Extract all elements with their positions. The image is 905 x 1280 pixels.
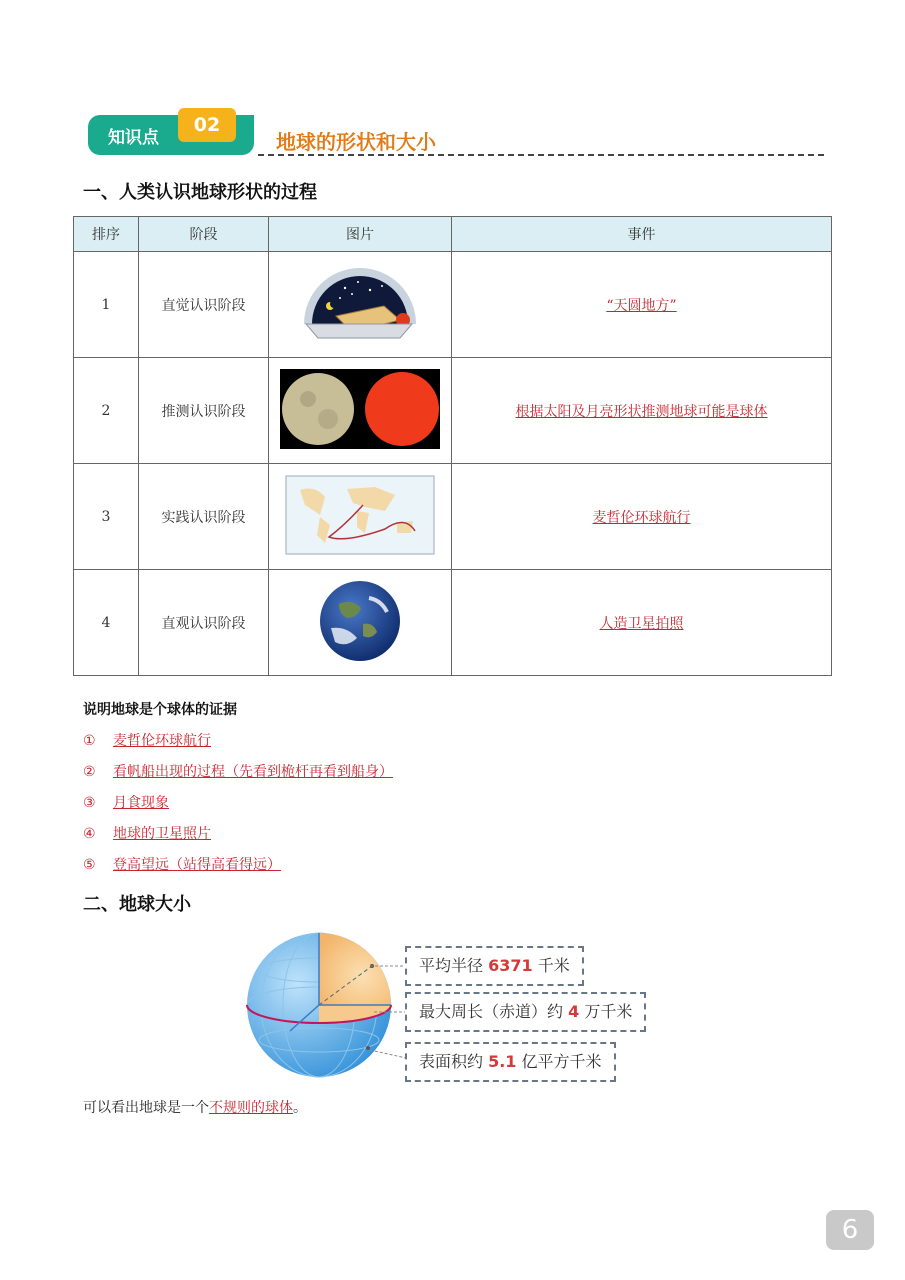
conclusion-text (83, 1097, 307, 1117)
fact-unit: 万千米 (579, 1002, 633, 1021)
row-number: 4 (74, 570, 139, 676)
badge-number: 02 (178, 108, 236, 142)
row-event (452, 464, 832, 570)
fact-value: 5.1 (488, 1052, 517, 1071)
item-number: ⑤ (83, 857, 96, 873)
callout-leaders (368, 960, 408, 1070)
col-header-event: 事件 (452, 217, 832, 252)
evidence-title: 说明地球是个球体的证据 (83, 702, 237, 718)
satellite-earth-image (269, 570, 452, 676)
list-item (83, 792, 169, 812)
moon-sun-image (269, 358, 452, 464)
dome-sky-image (269, 252, 452, 358)
table-row (74, 252, 832, 358)
col-header-order: 排序 (74, 217, 139, 252)
row-stage: 直觉认识阶段 (139, 252, 269, 358)
fact-value: 6371 (488, 956, 533, 975)
stages-table (73, 216, 832, 676)
row-event (452, 358, 832, 464)
list-item (83, 823, 211, 843)
row-event (452, 252, 832, 358)
item-answer: 看帆船出现的过程（先看到桅杆再看到船身） (113, 764, 393, 780)
surface-area-fact-box (405, 1042, 616, 1082)
section-2-title: 二、地球大小 (83, 894, 191, 915)
item-number: ③ (83, 795, 96, 811)
item-answer: 月食现象 (113, 795, 169, 811)
col-header-stage: 阶段 (139, 217, 269, 252)
event-answer: “天圆地方” (606, 297, 677, 314)
list-item (83, 730, 211, 750)
table-header-row (74, 217, 832, 252)
page-number: 6 (826, 1210, 874, 1250)
row-stage: 推测认识阶段 (139, 358, 269, 464)
item-number: ④ (83, 826, 96, 842)
row-stage: 直观认识阶段 (139, 570, 269, 676)
row-stage: 实践认识阶段 (139, 464, 269, 570)
row-number: 3 (74, 464, 139, 570)
conclusion-answer: 不规则的球体 (209, 1100, 293, 1116)
item-answer: 登高望远（站得高看得远） (113, 857, 281, 873)
title-underline (258, 154, 824, 156)
world-route-map-image (269, 464, 452, 570)
row-number: 1 (74, 252, 139, 358)
event-answer: 根据太阳及月亮形状推测地球可能是球体 (515, 403, 768, 420)
item-answer: 麦哲伦环球航行 (113, 733, 211, 749)
table-row (74, 570, 832, 676)
row-event (452, 570, 832, 676)
radius-fact-box (405, 946, 584, 986)
table-row (74, 358, 832, 464)
fact-unit: 千米 (532, 956, 570, 975)
event-answer: 人造卫星拍照 (599, 615, 684, 632)
fact-unit: 亿平方千米 (516, 1052, 602, 1071)
badge-label: 知识点 (108, 128, 159, 148)
circumference-fact-box (405, 992, 646, 1032)
row-number: 2 (74, 358, 139, 464)
item-number: ② (83, 764, 96, 780)
item-number: ① (83, 733, 96, 749)
fact-label: 最大周长（赤道）约 (419, 1002, 569, 1021)
event-answer: 麦哲伦环球航行 (592, 509, 691, 526)
conclusion-suffix: 。 (293, 1100, 307, 1116)
list-item (83, 854, 281, 874)
conclusion-prefix: 可以看出地球是一个 (83, 1100, 209, 1116)
list-item (83, 761, 393, 781)
col-header-picture: 图片 (269, 217, 452, 252)
item-answer: 地球的卫星照片 (113, 826, 211, 842)
page-title: 地球的形状和大小 (276, 130, 436, 154)
fact-label: 平均半径 (419, 956, 489, 975)
table-row (74, 464, 832, 570)
section-1-title: 一、人类认识地球形状的过程 (83, 182, 317, 203)
fact-value: 4 (568, 1002, 580, 1021)
fact-label: 表面积约 (419, 1052, 489, 1071)
